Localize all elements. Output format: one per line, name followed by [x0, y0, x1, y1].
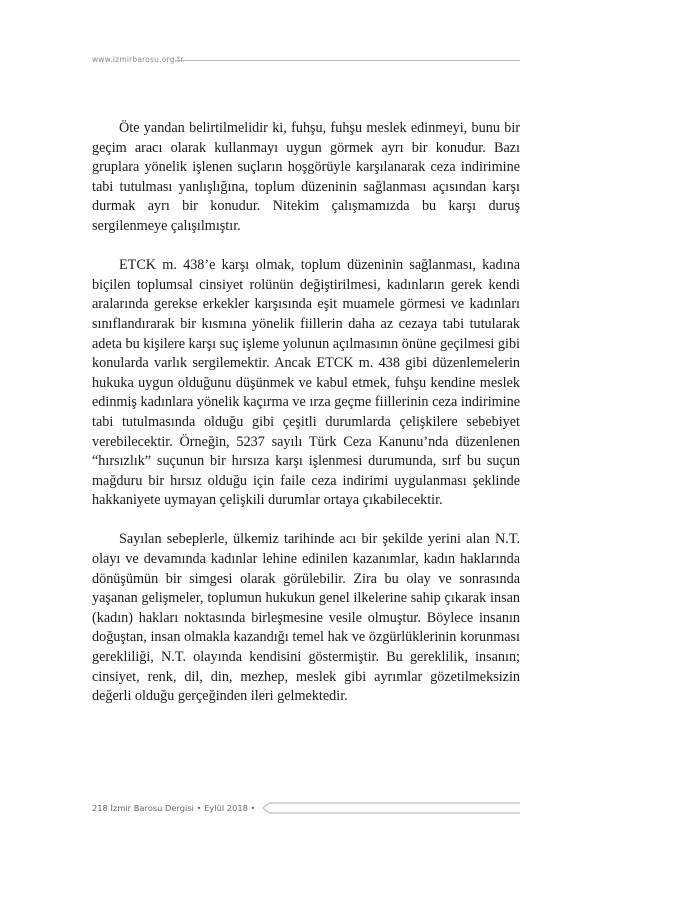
body-text	[92, 119, 520, 726]
paragraph-3: Sayılan sebeplerle, ülkemiz tarihinde acı bir şekilde yerini alan N.T. olayı ve devamında kadınlar lehine edinilen kazanımlar, kadın haklarında dönüşümün bir simgesi olarak görülebilir. Zira bu olay ve sonrasında yaşanan gelişmeler, toplumun hukukun genel ilkelerine sahip çıkarak insan (kadın) hakları noktasında birleşmesine vesile olmuştur. Böylece insanın doğuştan, insan olmakla kazandığı temel hak ve özgürlüklerinin korunması gerekliliği, N.T. olayında kendisini göstermiştir. Bu gereklilik, insanın; cinsiyet, renk, dil, din, mezhep, meslek gibi ayrımlar gözetilmeksizin değerli olduğu gerçeğinden ileri gelmektedir.	[92, 531, 520, 705]
paragraph-1: Öte yandan belirtilmelidir ki, fuhşu, fuhşu meslek edinmeyi, bunu bir geçim aracı olarak kullanmayı uygun görmek ayrı bir konudur. Bazı gruplara yönelik işlenen suçların hoşgörüyle karşılanarak ceza indirimine tabi tutulması yanlışlığına, toplum düzeninin sağlanması açısından karşı durmak ayrı bir konudur. Nitekim çalışmamızda bu karşı duruş sergilenmeye çalışılmıştır.	[92, 120, 520, 234]
header-url: www.izmirbarosu.org.tr	[92, 55, 184, 64]
footer-rule-line	[263, 801, 520, 815]
page-header	[92, 54, 520, 66]
footer-rule	[263, 801, 520, 815]
footer-label: 218 İzmir Barosu Dergisi • Eylül 2018 •	[92, 803, 256, 813]
header-rule	[175, 60, 520, 61]
page-footer	[92, 801, 520, 815]
paragraph-2: ETCK m. 438’e karşı olmak, toplum düzeninin sağlanması, kadına biçilen toplumsal cinsiyet rolünün değiştirilmesi, kadınların gerek kendi aralarında gerekse erkekler karşısında eşit muamele görmesi ve kadınları sınıflandırarak bir kısmına yönelik fiillerin daha az cezaya tabi tutularak adeta bu kişilere karşı suç işleme yolunun açılmasının önüne geçilmesi gibi konularda varlık sergilemektir. Ancak ETCK m. 438 gibi düzenlemelerin hukuka uygun olduğunu düşünmek ve kabul etmek, fuhşu kendine meslek edinmiş kadınlara yönelik kaçırma ve ırza geçme fiillerinin ceza indirimine tabi tutulmasında olduğu gibi çeşitli durumlarda çelişkilere sebebiyet verebilecektir. Örneğin, 5237 sayılı Türk Ceza Kanunu’nda düzenlenen “hırsızlık” suçunun bir hırsıza karşı işlenmesi durumunda, sırf bu suçun mağduru bir hırsız olduğu için faile ceza indirimi uygulanması şeklinde hakkaniyete uymayan çelişkili durumlar ortaya çıkabilecektir.	[92, 257, 520, 509]
